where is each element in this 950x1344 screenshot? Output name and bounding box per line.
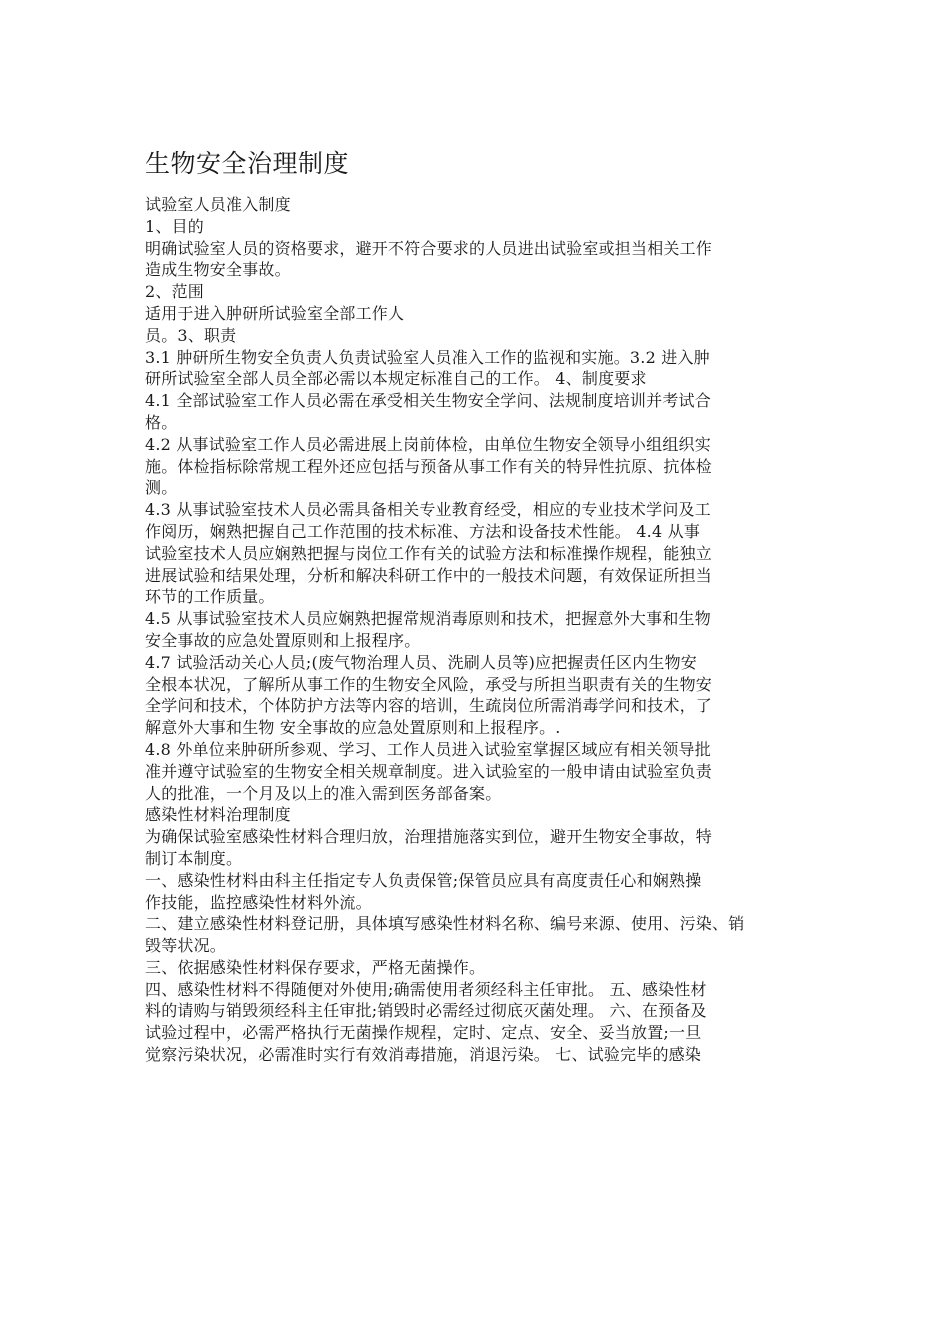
text-line: 试验室人员准入制度 <box>145 195 291 214</box>
text-line: 解意外大事和生物 安全事故的应急处置原则和上报程序。. <box>145 718 561 738</box>
document-body <box>145 194 810 1066</box>
text-line: 试验室技术人员应娴熟把握与岗位工作有关的试验方法和标准操作规程，能独立 <box>145 543 713 563</box>
text-line: 明确试验室人员的资格要求，避开不符合要求的人员进出试验室或担当相关工作 <box>145 238 713 258</box>
text-line: 适用于进入肿研所试验室全部工作人 <box>145 303 405 323</box>
text-line: 全学问和技术，个体防护方法等内容的培训，生疏岗位所需消毒学问和技术，了 <box>145 696 713 716</box>
document-page <box>145 146 810 1066</box>
text-line: 毁等状况。 <box>145 936 227 956</box>
text-line: 作技能，监控感染性材料外流。 <box>145 892 372 912</box>
text-line: 进展试验和结果处理，分析和解决科研工作中的一般技术问题，有效保证所担当 <box>145 565 713 585</box>
text-line: 料的请购与销毁须经科主任审批;销毁时必需经过彻底灭菌处理。 六、在预备及 <box>145 1001 707 1021</box>
text-line: 二、建立感染性材料登记册，具体填写感染性材料名称、编号来源、使用、污染、销 <box>145 914 745 934</box>
text-line: 一、感染性材料由科主任指定专人负责保管;保管员应具有高度责任心和娴熟操 <box>145 870 702 890</box>
text-line: 4.2 从事试验室工作人员必需进展上岗前体检，由单位生物安全领导小组组织实 <box>145 434 711 454</box>
text-line: 感染性材料治理制度 <box>145 805 291 825</box>
text-line: 4.1 全部试验室工作人员必需在承受相关生物安全学问、法规制度培训并考试合 <box>145 391 711 411</box>
text-line: 4.8 外单位来肿研所参观、学习、工作人员进入试验室掌握区域应有相关领导批 <box>145 739 711 759</box>
text-line: 安全事故的应急处置原则和上报程序。 <box>145 630 421 650</box>
text-line: 试验过程中，必需严格执行无菌操作规程，定时、定点、安全、妥当放置;一旦 <box>145 1023 702 1043</box>
text-line: 3.1 肿研所生物安全负责人负责试验室人员准入工作的监视和实施。3.2 进入肿 <box>145 347 710 367</box>
text-line: 为确保试验室感染性材料合理归放，治理措施落实到位，避开生物安全事故，特 <box>145 827 713 847</box>
text-line: 2、范围 <box>145 282 204 302</box>
text-line: 1、目的 <box>145 216 204 236</box>
text-line: 觉察污染状况，必需准时实行有效消毒措施，消退污染。 七、试验完毕的感染 <box>145 1045 702 1065</box>
text-line: 格。 <box>145 412 178 432</box>
text-line: 环节的工作质量。 <box>145 587 275 607</box>
text-line: 全根本状况，了解所从事工作的生物安全风险，承受与所担当职责有关的生物安 <box>145 674 713 694</box>
text-line: 准并遵守试验室的生物安全相关规章制度。进入试验室的一般申请由试验室负责 <box>145 761 713 781</box>
text-line: 制订本制度。 <box>145 848 243 868</box>
text-line: 测。 <box>145 478 178 498</box>
text-line: 4.7 试验活动关心人员;(废气物治理人员、洗刷人员等)应把握责任区内生物安 <box>145 652 698 672</box>
text-line: 三、依据感染性材料保存要求，严格无菌操作。 <box>145 957 486 977</box>
text-line: 4.5 从事试验室技术人员应娴熟把握常规消毒原则和技术，把握意外大事和生物 <box>145 609 711 629</box>
text-line: 研所试验室全部人员全部必需以本规定标准自己的工作。 4、制度要求 <box>145 369 647 389</box>
text-line: 员。3、职责 <box>145 325 237 345</box>
text-line: 人的批准，一个月及以上的准入需到医务部备案。 <box>145 783 502 803</box>
text-line: 作阅历，娴熟把握自己工作范围的技术标准、方法和设备技术性能。 4.4 从事 <box>145 521 701 541</box>
text-line: 四、感染性材料不得随便对外使用;确需使用者须经科主任审批。 五、感染性材 <box>145 979 707 999</box>
text-line: 造成生物安全事故。 <box>145 260 291 280</box>
text-line: 4.3 从事试验室技术人员必需具备相关专业教育经受，相应的专业技术学问及工 <box>145 500 711 520</box>
document-title: 生物安全治理制度 <box>145 149 350 178</box>
text-line: 施。体检指标除常规工程外还应包括与预备从事工作有关的特异性抗原、抗体检 <box>145 456 713 476</box>
